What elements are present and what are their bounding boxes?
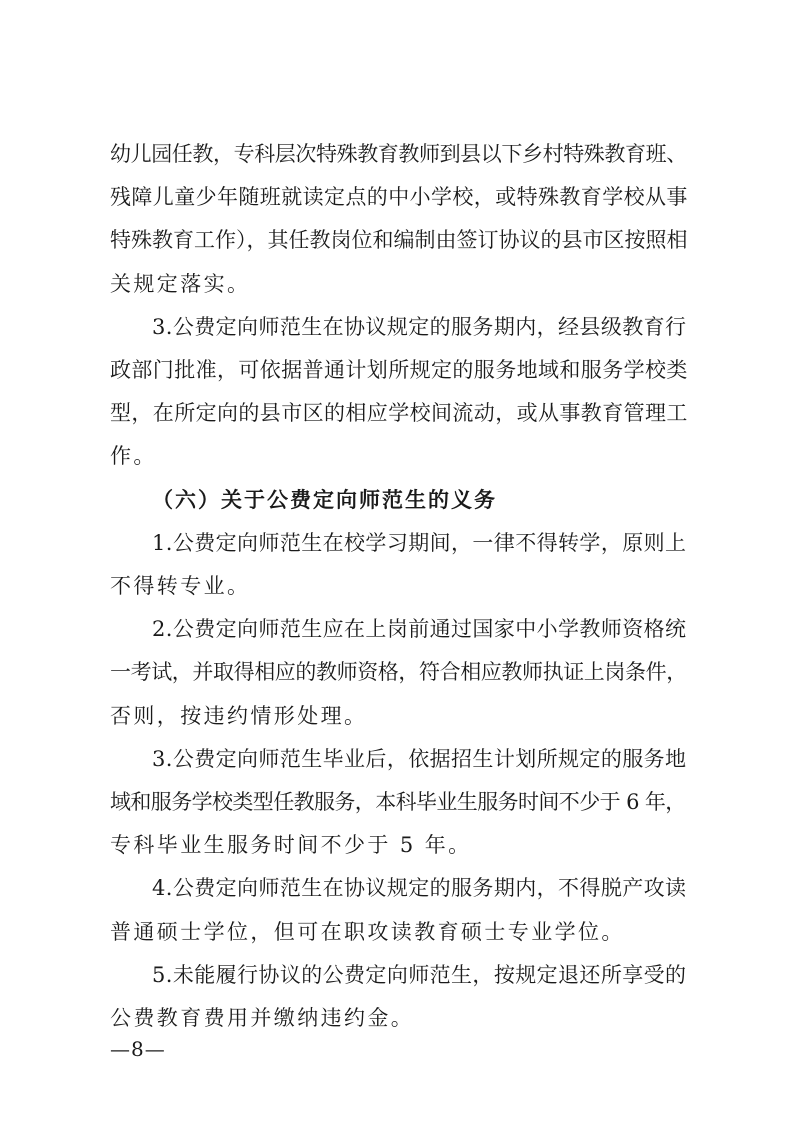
paragraph-start-line: 3.公费定向师范生毕业后，依据招生计划所规定的服务地 — [152, 746, 687, 771]
paragraph-start-line: 2.公费定向师范生应在上岗前通过国家中小学教师资格统 — [152, 617, 687, 642]
section-heading: （六）关于公费定向师范生的义务 — [152, 487, 497, 512]
text-line: 特殊教育工作），其任教岗位和编制由签订协议的县市区按照相 — [110, 228, 688, 253]
text-line: 专科毕业生服务时间不少于 5 年。 — [110, 833, 472, 858]
text-line: 普通硕士学位，但可在职攻读教育硕士专业学位。 — [110, 919, 625, 944]
text-line: 政部门批准，可依据普通计划所规定的服务地域和服务学校类 — [110, 358, 688, 382]
text-line: 不得转专业。 — [110, 574, 251, 598]
text-line: 残障儿童少年随班就读定点的中小学校，或特殊教育学校从事 — [110, 185, 688, 210]
text-line: 域和服务学校类型任教服务，本科毕业生服务时间不少于 6 年， — [110, 790, 686, 814]
text-line: 型，在所定向的县市区的相应学校间流动，或从事教育管理工 — [110, 401, 688, 426]
page-number: —8— — [110, 1037, 166, 1061]
text-line: 作。 — [110, 444, 157, 469]
paragraph-start-line: 5.未能履行协议的公费定向师范生，按规定退还所享受的 — [152, 962, 687, 987]
paragraph-start-line: 3.公费定向师范生在协议规定的服务期内，经县级教育行 — [152, 314, 687, 339]
text-line: 幼儿园任教，专科层次特殊教育教师到县以下乡村特殊教育班、 — [110, 142, 687, 166]
text-line: 一考试，并取得相应的教师资格，符合相应教师执证上岗条件， — [110, 660, 687, 685]
text-line: 关规定落实。 — [110, 271, 251, 296]
text-line: 否则，按违约情形处理。 — [110, 703, 368, 728]
paragraph-start-line: 4.公费定向师范生在协议规定的服务期内，不得脱产攻读 — [152, 876, 687, 901]
text-line: 公费教育费用并缴纳违约金。 — [110, 1006, 415, 1030]
paragraph-start-line: 1.公费定向师范生在校学习期间，一律不得转学，原则上 — [152, 530, 687, 555]
